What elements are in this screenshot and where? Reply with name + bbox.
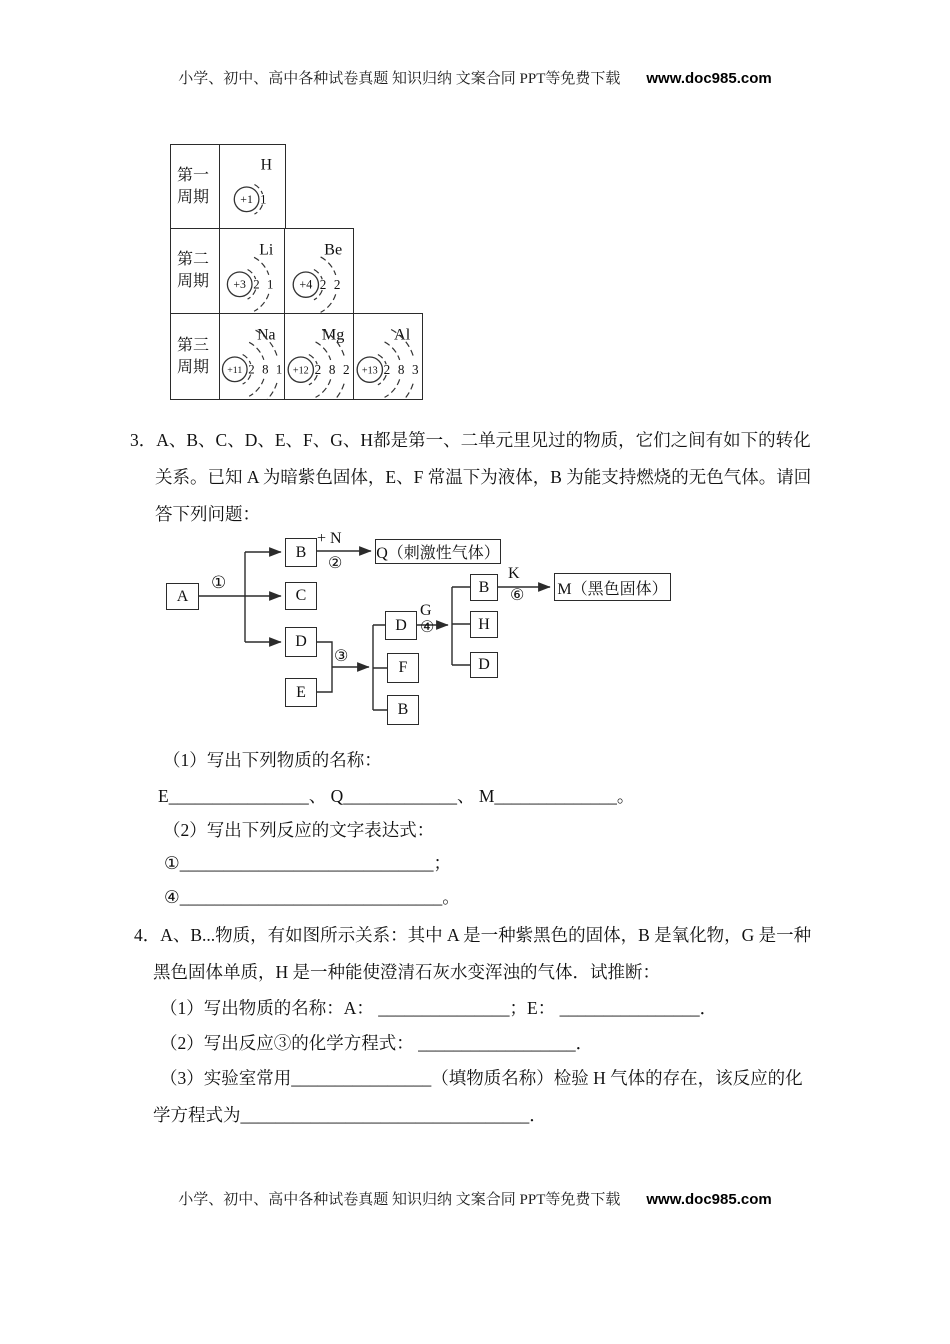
q3-number: 3． [130,430,157,450]
q3-line-1-text: A、B、C、D、E、F、G、H都是第一、二单元里见过的物质，它们之间有如下的转化 [156,430,811,450]
element-symbol: Na [256,326,275,344]
shell-arc [384,342,399,360]
element-symbol: Be [324,239,343,258]
q4-line-3: （1）写出物质的名称：A： _______________；E： ________________． [160,998,718,1018]
flowchart-box-b3: B [387,695,419,725]
header-text: 小学、初中、高中各种试卷真题 知识归纳 文案合同 PPT等免费下载 [178,71,621,87]
element-symbol: Li [258,241,273,259]
flowchart-step2-label: ② [328,555,343,572]
period-label-text: 第二周期 [177,251,210,290]
footer-url: www.doc985.com [646,1191,772,1208]
page-footer [0,1188,950,1209]
footer-text: 小学、初中、高中各种试卷真题 知识归纳 文案合同 PPT等免费下载 [178,1192,621,1208]
q3-line-2: 关系。已知 A 为暗紫色固体，E、F 常温下为液体，B 为能支持燃烧的无色气体。请回 [155,467,812,487]
element-symbol: Mg [321,325,345,344]
shell-electron-count: 8 [261,362,269,377]
shell-electron-count: 8 [328,362,336,378]
shell-arc [254,293,269,311]
period-label-1 [170,144,220,229]
q3-blank-line-4: ④______________________________。 [164,887,460,907]
shell-arc [255,383,276,399]
q3-sub1: （1）写出下列物质的名称： [163,750,382,770]
nucleus-charge: +1 [239,192,253,207]
shell-electron-count: 2 [343,362,350,378]
shell-arc [322,384,344,399]
flowchart-g-label: G [420,602,432,619]
nucleus-charge: +12 [292,365,309,377]
period-label-2 [170,228,220,315]
flowchart-step1-label: ① [211,573,227,592]
flowchart-box-e: E [285,678,317,707]
period-row-2 [170,228,423,315]
nucleus-charge: +4 [299,277,313,292]
period-label-3 [170,313,220,400]
shell-arc [316,379,331,397]
flowchart-step3-label: ③ [334,648,349,665]
period-row-1 [170,144,423,229]
flowchart-box-d2: D [385,611,417,640]
flowchart-box-b1: B [285,538,317,567]
shell-arc [321,294,336,312]
q4-line-1-text: A、B...物质，有如图所示关系：其中 A 是一种紫黑色的固体，B 是氧化物，G 是一种 [160,925,812,945]
shell-electron-count: 1 [266,277,273,292]
atom-diagram [220,229,285,314]
q3-blank-line-1: ①_____________________________； [164,853,451,873]
q3-sub2: （2）写出下列反应的文字表达式： [163,820,435,840]
flowchart-box-b2: B [470,574,498,601]
element-cell-h [219,144,286,229]
q4-line-6: 学方程式为_________________________________． [153,1105,547,1125]
q3-line-3: 答下列问题： [155,504,260,524]
shell-arc [254,257,269,275]
shell-electron-count: 2 [319,276,327,292]
shell-electron-count: 2 [314,362,322,378]
q4-line-1 [134,924,811,946]
nucleus-charge: +11 [226,365,242,377]
shell-electron-count: 1 [275,362,282,377]
shell-arc [249,379,264,397]
transformation-flowchart [150,528,695,743]
period-label-text: 第一周期 [177,166,210,206]
shell-electron-count: 2 [252,277,260,292]
atom-diagram [220,145,285,228]
shell-arc [249,342,264,360]
shell-arc [391,384,413,399]
flowchart-box-a: A [166,583,199,610]
element-cell-li [219,228,286,315]
flowchart-box-m: M（黑色固体） [554,573,671,601]
element-cell-be [284,228,354,315]
flowchart-box-d3: D [470,652,498,678]
shell-electron-count: 2 [383,362,390,378]
shell-electron-count: 8 [397,362,404,378]
element-cell-mg [284,313,354,400]
flowchart-box-h: H [470,611,498,638]
atom-diagram [285,229,353,314]
element-symbol: H [260,156,272,174]
q4-line-5: （3）实验室常用________________（填物质名称）检验 H 气体的存在，该反应的化 [160,1068,803,1088]
shell-electron-count: 2 [333,276,341,292]
period-label-text: 第三周期 [177,336,210,376]
q4-line-4: （2）写出反应③的化学方程式： __________________． [160,1033,594,1053]
flowchart-box-f: F [387,653,419,683]
atom-diagram [285,314,353,399]
q3-blanks-line: E________________、 Q_____________、 M______________。 [158,786,635,806]
connector-d1-e-merge [317,642,332,692]
element-cell-al [353,313,423,400]
nucleus-charge: +3 [232,276,246,291]
page-header [0,67,950,88]
shell-electron-count: 2 [247,362,255,377]
flowchart-box-d1: D [285,627,317,657]
shell-electron-count: 1 [259,192,267,207]
flowchart-step6-label: ⑥ [510,587,525,604]
atom-diagram [220,314,285,399]
flowchart-box-q: Q（刺激性气体） [375,539,501,564]
flowchart-step4-label: ④ [420,619,435,636]
period-row-3 [170,313,423,400]
periodic-table [170,144,423,400]
q4-line-2: 黑色固体单质，H 是一种能使澄清石灰水变浑浊的气体．试推断： [153,962,661,982]
header-url: www.doc985.com [646,70,772,87]
shell-arc [321,256,336,274]
shell-arc [384,379,399,397]
nucleus-charge: +13 [361,365,378,377]
element-cell-na [219,313,286,400]
atom-diagram [354,314,422,399]
element-symbol: Al [393,325,410,344]
flowchart-box-c: C [285,582,317,610]
connector-branch3 [452,587,470,665]
flowchart-plus-n-label: + N [317,530,342,547]
q4-number: 4． [134,925,161,945]
shell-electron-count: 3 [411,362,419,378]
q3-line-1 [130,429,811,451]
flowchart-k-label: K [508,565,520,582]
shell-arc [316,342,331,360]
